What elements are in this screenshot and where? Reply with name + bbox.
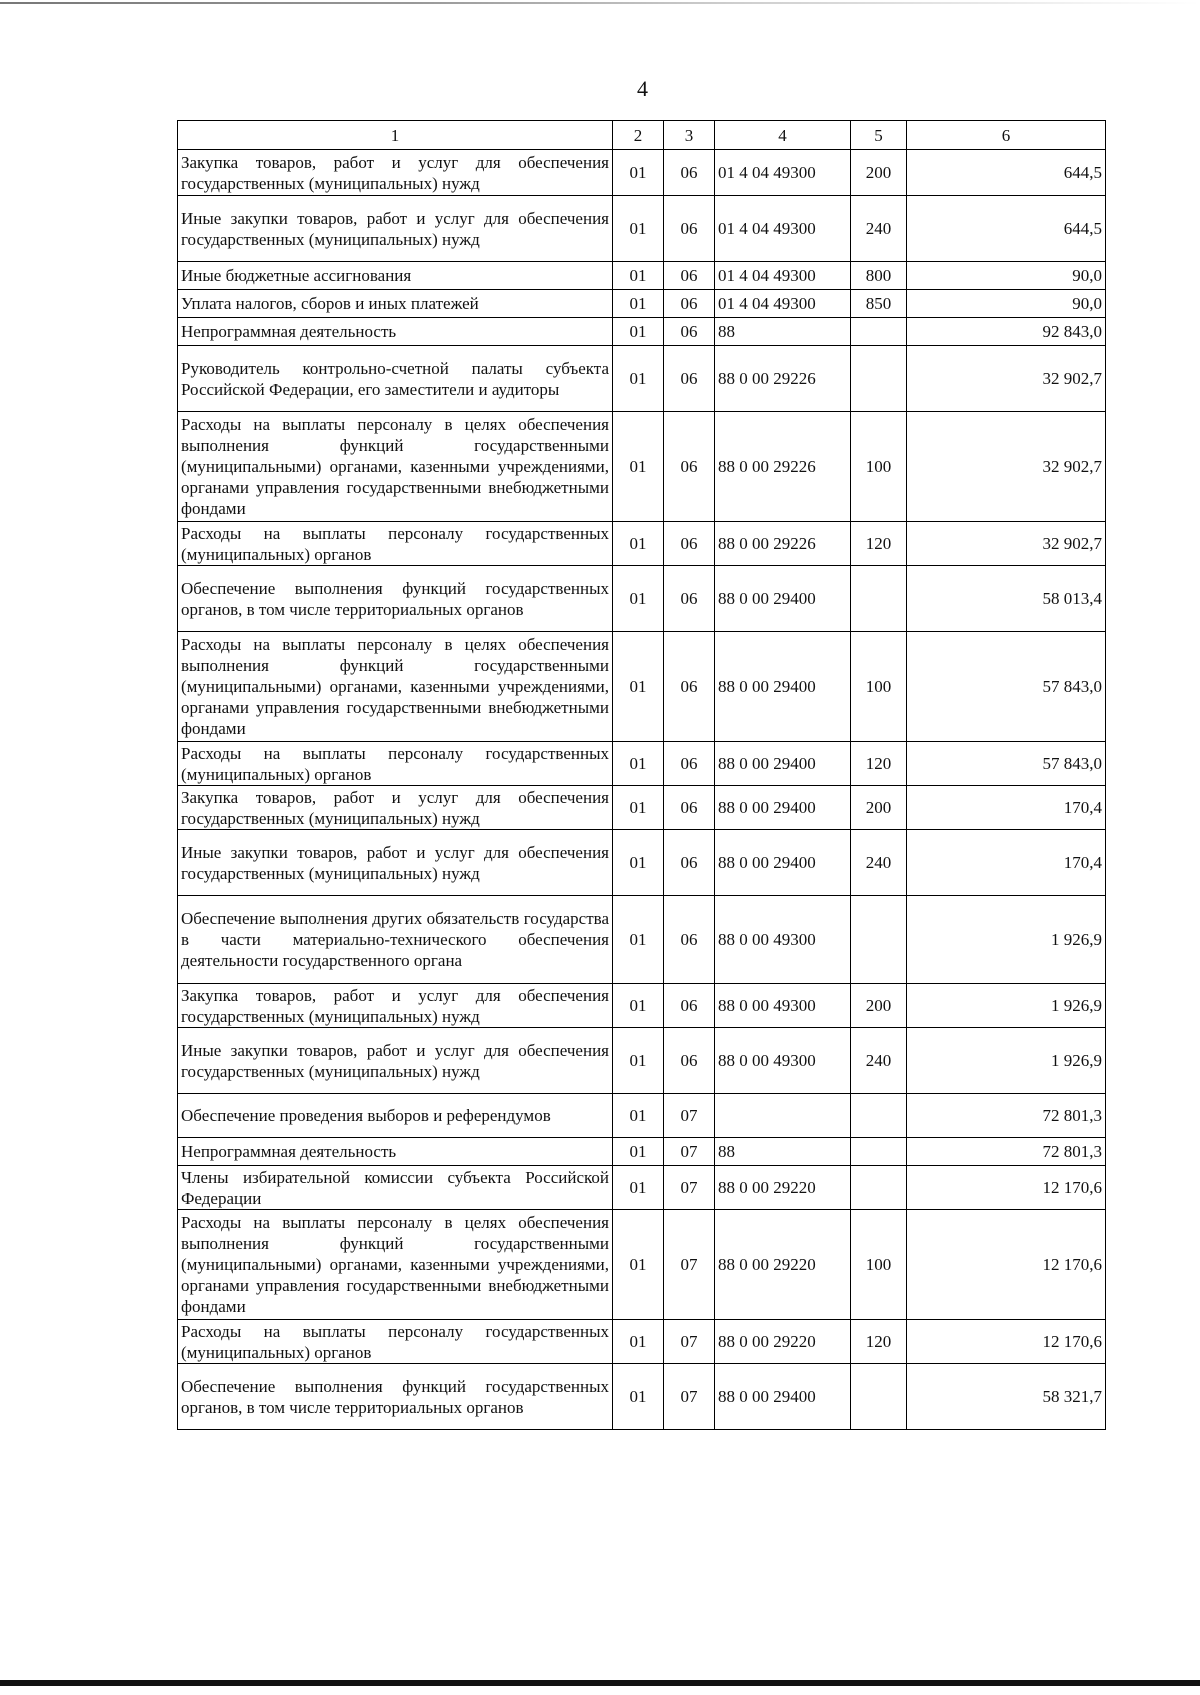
row-target-article: 88 0 00 29220 <box>715 1166 851 1210</box>
row-expense-type: 120 <box>851 742 907 786</box>
row-description: Расходы на выплаты персоналу в целях обеспечения выполнения функций государственными (муниципальными) органами, казенными учреждениями, органами управления государственными внебюджетными фондами <box>178 412 613 522</box>
row-amount: 170,4 <box>907 786 1106 830</box>
row-description: Руководитель контрольно-счетной палаты субъекта Российской Федерации, его заместители и аудиторы <box>178 346 613 412</box>
header-cell-expense-type: 5 <box>851 121 907 150</box>
row-subsection-code: 06 <box>664 262 715 290</box>
row-amount: 57 843,0 <box>907 742 1106 786</box>
row-description: Расходы на выплаты персоналу государственных (муниципальных) органов <box>178 522 613 566</box>
row-target-article: 88 0 00 29400 <box>715 1364 851 1430</box>
row-expense-type <box>851 896 907 984</box>
row-expense-type <box>851 1364 907 1430</box>
row-expense-type: 240 <box>851 196 907 262</box>
row-target-article: 88 0 00 49300 <box>715 1028 851 1094</box>
row-section-code: 01 <box>613 262 664 290</box>
row-subsection-code: 07 <box>664 1320 715 1364</box>
page-number: 4 <box>637 76 648 101</box>
row-description: Закупка товаров, работ и услуг для обеспечения государственных (муниципальных) нужд <box>178 150 613 196</box>
row-amount: 90,0 <box>907 262 1106 290</box>
table-row <box>178 346 1106 412</box>
row-expense-type <box>851 566 907 632</box>
row-expense-type: 200 <box>851 984 907 1028</box>
row-description: Иные бюджетные ассигнования <box>178 262 613 290</box>
row-description: Закупка товаров, работ и услуг для обеспечения государственных (муниципальных) нужд <box>178 786 613 830</box>
table-row <box>178 522 1106 566</box>
row-expense-type <box>851 346 907 412</box>
row-target-article: 01 4 04 49300 <box>715 290 851 318</box>
row-target-article: 88 0 00 29400 <box>715 786 851 830</box>
row-expense-type: 200 <box>851 150 907 196</box>
row-amount: 32 902,7 <box>907 522 1106 566</box>
row-target-article <box>715 1094 851 1138</box>
row-target-article: 88 0 00 29220 <box>715 1210 851 1320</box>
table-row <box>178 566 1106 632</box>
row-expense-type: 100 <box>851 632 907 742</box>
row-section-code: 01 <box>613 412 664 522</box>
row-target-article: 01 4 04 49300 <box>715 150 851 196</box>
row-amount: 57 843,0 <box>907 632 1106 742</box>
row-amount: 90,0 <box>907 290 1106 318</box>
row-description: Иные закупки товаров, работ и услуг для обеспечения государственных (муниципальных) нужд <box>178 830 613 896</box>
scan-edge-bottom <box>0 1680 1200 1686</box>
row-section-code: 01 <box>613 150 664 196</box>
row-subsection-code: 06 <box>664 1028 715 1094</box>
row-expense-type: 100 <box>851 412 907 522</box>
row-target-article: 88 0 00 29226 <box>715 522 851 566</box>
row-target-article: 01 4 04 49300 <box>715 196 851 262</box>
table-row <box>178 984 1106 1028</box>
row-description: Расходы на выплаты персоналу государственных (муниципальных) органов <box>178 742 613 786</box>
row-amount: 32 902,7 <box>907 346 1106 412</box>
row-target-article: 88 <box>715 1138 851 1166</box>
row-amount: 644,5 <box>907 150 1106 196</box>
table-row <box>178 318 1106 346</box>
row-amount: 58 013,4 <box>907 566 1106 632</box>
budget-table <box>177 120 1106 1430</box>
header-cell-name: 1 <box>178 121 613 150</box>
row-subsection-code: 06 <box>664 196 715 262</box>
row-section-code: 01 <box>613 1094 664 1138</box>
row-target-article: 88 0 00 49300 <box>715 896 851 984</box>
row-section-code: 01 <box>613 1210 664 1320</box>
row-description: Иные закупки товаров, работ и услуг для обеспечения государственных (муниципальных) нужд <box>178 1028 613 1094</box>
row-expense-type <box>851 1094 907 1138</box>
row-description: Уплата налогов, сборов и иных платежей <box>178 290 613 318</box>
table-body <box>178 150 1106 1430</box>
header-cell-section: 2 <box>613 121 664 150</box>
row-subsection-code: 06 <box>664 290 715 318</box>
table-row <box>178 412 1106 522</box>
row-section-code: 01 <box>613 632 664 742</box>
table-row <box>178 1138 1106 1166</box>
row-section-code: 01 <box>613 1028 664 1094</box>
row-amount: 12 170,6 <box>907 1210 1106 1320</box>
row-subsection-code: 07 <box>664 1210 715 1320</box>
row-description: Обеспечение выполнения функций государственных органов, в том числе территориальных органов <box>178 566 613 632</box>
row-amount: 12 170,6 <box>907 1166 1106 1210</box>
row-section-code: 01 <box>613 896 664 984</box>
row-description: Обеспечение проведения выборов и референдумов <box>178 1094 613 1138</box>
row-subsection-code: 07 <box>664 1166 715 1210</box>
row-expense-type: 240 <box>851 1028 907 1094</box>
row-section-code: 01 <box>613 318 664 346</box>
row-description: Закупка товаров, работ и услуг для обеспечения государственных (муниципальных) нужд <box>178 984 613 1028</box>
row-section-code: 01 <box>613 290 664 318</box>
row-expense-type: 850 <box>851 290 907 318</box>
row-description: Иные закупки товаров, работ и услуг для обеспечения государственных (муниципальных) нужд <box>178 196 613 262</box>
row-section-code: 01 <box>613 830 664 896</box>
row-expense-type <box>851 1138 907 1166</box>
row-section-code: 01 <box>613 346 664 412</box>
row-subsection-code: 06 <box>664 566 715 632</box>
row-description: Расходы на выплаты персоналу в целях обеспечения выполнения функций государственными (муниципальными) органами, казенными учреждениями, органами управления государственными внебюджетными фондами <box>178 632 613 742</box>
row-section-code: 01 <box>613 522 664 566</box>
row-subsection-code: 07 <box>664 1364 715 1430</box>
row-section-code: 01 <box>613 1320 664 1364</box>
row-target-article: 88 0 00 29400 <box>715 566 851 632</box>
row-amount: 644,5 <box>907 196 1106 262</box>
row-description: Непрограммная деятельность <box>178 318 613 346</box>
row-subsection-code: 06 <box>664 412 715 522</box>
row-expense-type: 240 <box>851 830 907 896</box>
row-description: Обеспечение выполнения других обязательств государства в части материально-технического обеспечения деятельности государственного органа <box>178 896 613 984</box>
row-subsection-code: 06 <box>664 150 715 196</box>
header-cell-target-article: 4 <box>715 121 851 150</box>
row-section-code: 01 <box>613 1166 664 1210</box>
row-description: Расходы на выплаты персоналу в целях обеспечения выполнения функций государственными (муниципальными) органами, казенными учреждениями, органами управления государственными внебюджетными фондами <box>178 1210 613 1320</box>
row-target-article: 88 0 00 29226 <box>715 346 851 412</box>
row-expense-type: 200 <box>851 786 907 830</box>
row-amount: 1 926,9 <box>907 984 1106 1028</box>
row-subsection-code: 06 <box>664 896 715 984</box>
row-amount: 32 902,7 <box>907 412 1106 522</box>
row-description: Расходы на выплаты персоналу государственных (муниципальных) органов <box>178 1320 613 1364</box>
row-amount: 72 801,3 <box>907 1138 1106 1166</box>
row-target-article: 01 4 04 49300 <box>715 262 851 290</box>
table-row <box>178 262 1106 290</box>
row-section-code: 01 <box>613 566 664 632</box>
row-target-article: 88 <box>715 318 851 346</box>
row-subsection-code: 06 <box>664 786 715 830</box>
row-expense-type: 100 <box>851 1210 907 1320</box>
row-amount: 72 801,3 <box>907 1094 1106 1138</box>
row-section-code: 01 <box>613 1364 664 1430</box>
row-target-article: 88 0 00 29400 <box>715 632 851 742</box>
row-expense-type <box>851 318 907 346</box>
row-amount: 1 926,9 <box>907 1028 1106 1094</box>
row-description: Члены избирательной комиссии субъекта Российской Федерации <box>178 1166 613 1210</box>
row-subsection-code: 06 <box>664 522 715 566</box>
row-subsection-code: 06 <box>664 830 715 896</box>
table-row <box>178 742 1106 786</box>
row-expense-type: 120 <box>851 1320 907 1364</box>
row-section-code: 01 <box>613 984 664 1028</box>
scan-edge-top <box>0 2 1200 4</box>
table-row <box>178 786 1106 830</box>
row-target-article: 88 0 00 29400 <box>715 742 851 786</box>
row-section-code: 01 <box>613 786 664 830</box>
row-amount: 12 170,6 <box>907 1320 1106 1364</box>
row-section-code: 01 <box>613 1138 664 1166</box>
row-description: Обеспечение выполнения функций государственных органов, в том числе территориальных органов <box>178 1364 613 1430</box>
header-cell-amount: 6 <box>907 121 1106 150</box>
table-row <box>178 1166 1106 1210</box>
table-row <box>178 290 1106 318</box>
table-row <box>178 896 1106 984</box>
table-row <box>178 150 1106 196</box>
row-subsection-code: 06 <box>664 346 715 412</box>
header-cell-subsection: 3 <box>664 121 715 150</box>
header-row <box>178 121 1106 150</box>
table-row <box>178 1210 1106 1320</box>
table-row <box>178 830 1106 896</box>
table-row <box>178 1028 1106 1094</box>
row-expense-type: 120 <box>851 522 907 566</box>
row-target-article: 88 0 00 29400 <box>715 830 851 896</box>
table-row <box>178 632 1106 742</box>
row-description: Непрограммная деятельность <box>178 1138 613 1166</box>
row-target-article: 88 0 00 29220 <box>715 1320 851 1364</box>
row-amount: 170,4 <box>907 830 1106 896</box>
table-row <box>178 1320 1106 1364</box>
row-expense-type: 800 <box>851 262 907 290</box>
row-target-article: 88 0 00 49300 <box>715 984 851 1028</box>
row-subsection-code: 06 <box>664 632 715 742</box>
row-amount: 1 926,9 <box>907 896 1106 984</box>
table-row <box>178 1094 1106 1138</box>
table-row <box>178 1364 1106 1430</box>
row-amount: 58 321,7 <box>907 1364 1106 1430</box>
row-section-code: 01 <box>613 196 664 262</box>
row-subsection-code: 06 <box>664 742 715 786</box>
row-amount: 92 843,0 <box>907 318 1106 346</box>
row-section-code: 01 <box>613 742 664 786</box>
row-subsection-code: 07 <box>664 1138 715 1166</box>
table-row <box>178 196 1106 262</box>
row-subsection-code: 07 <box>664 1094 715 1138</box>
row-expense-type <box>851 1166 907 1210</box>
row-target-article: 88 0 00 29226 <box>715 412 851 522</box>
row-subsection-code: 06 <box>664 984 715 1028</box>
row-subsection-code: 06 <box>664 318 715 346</box>
